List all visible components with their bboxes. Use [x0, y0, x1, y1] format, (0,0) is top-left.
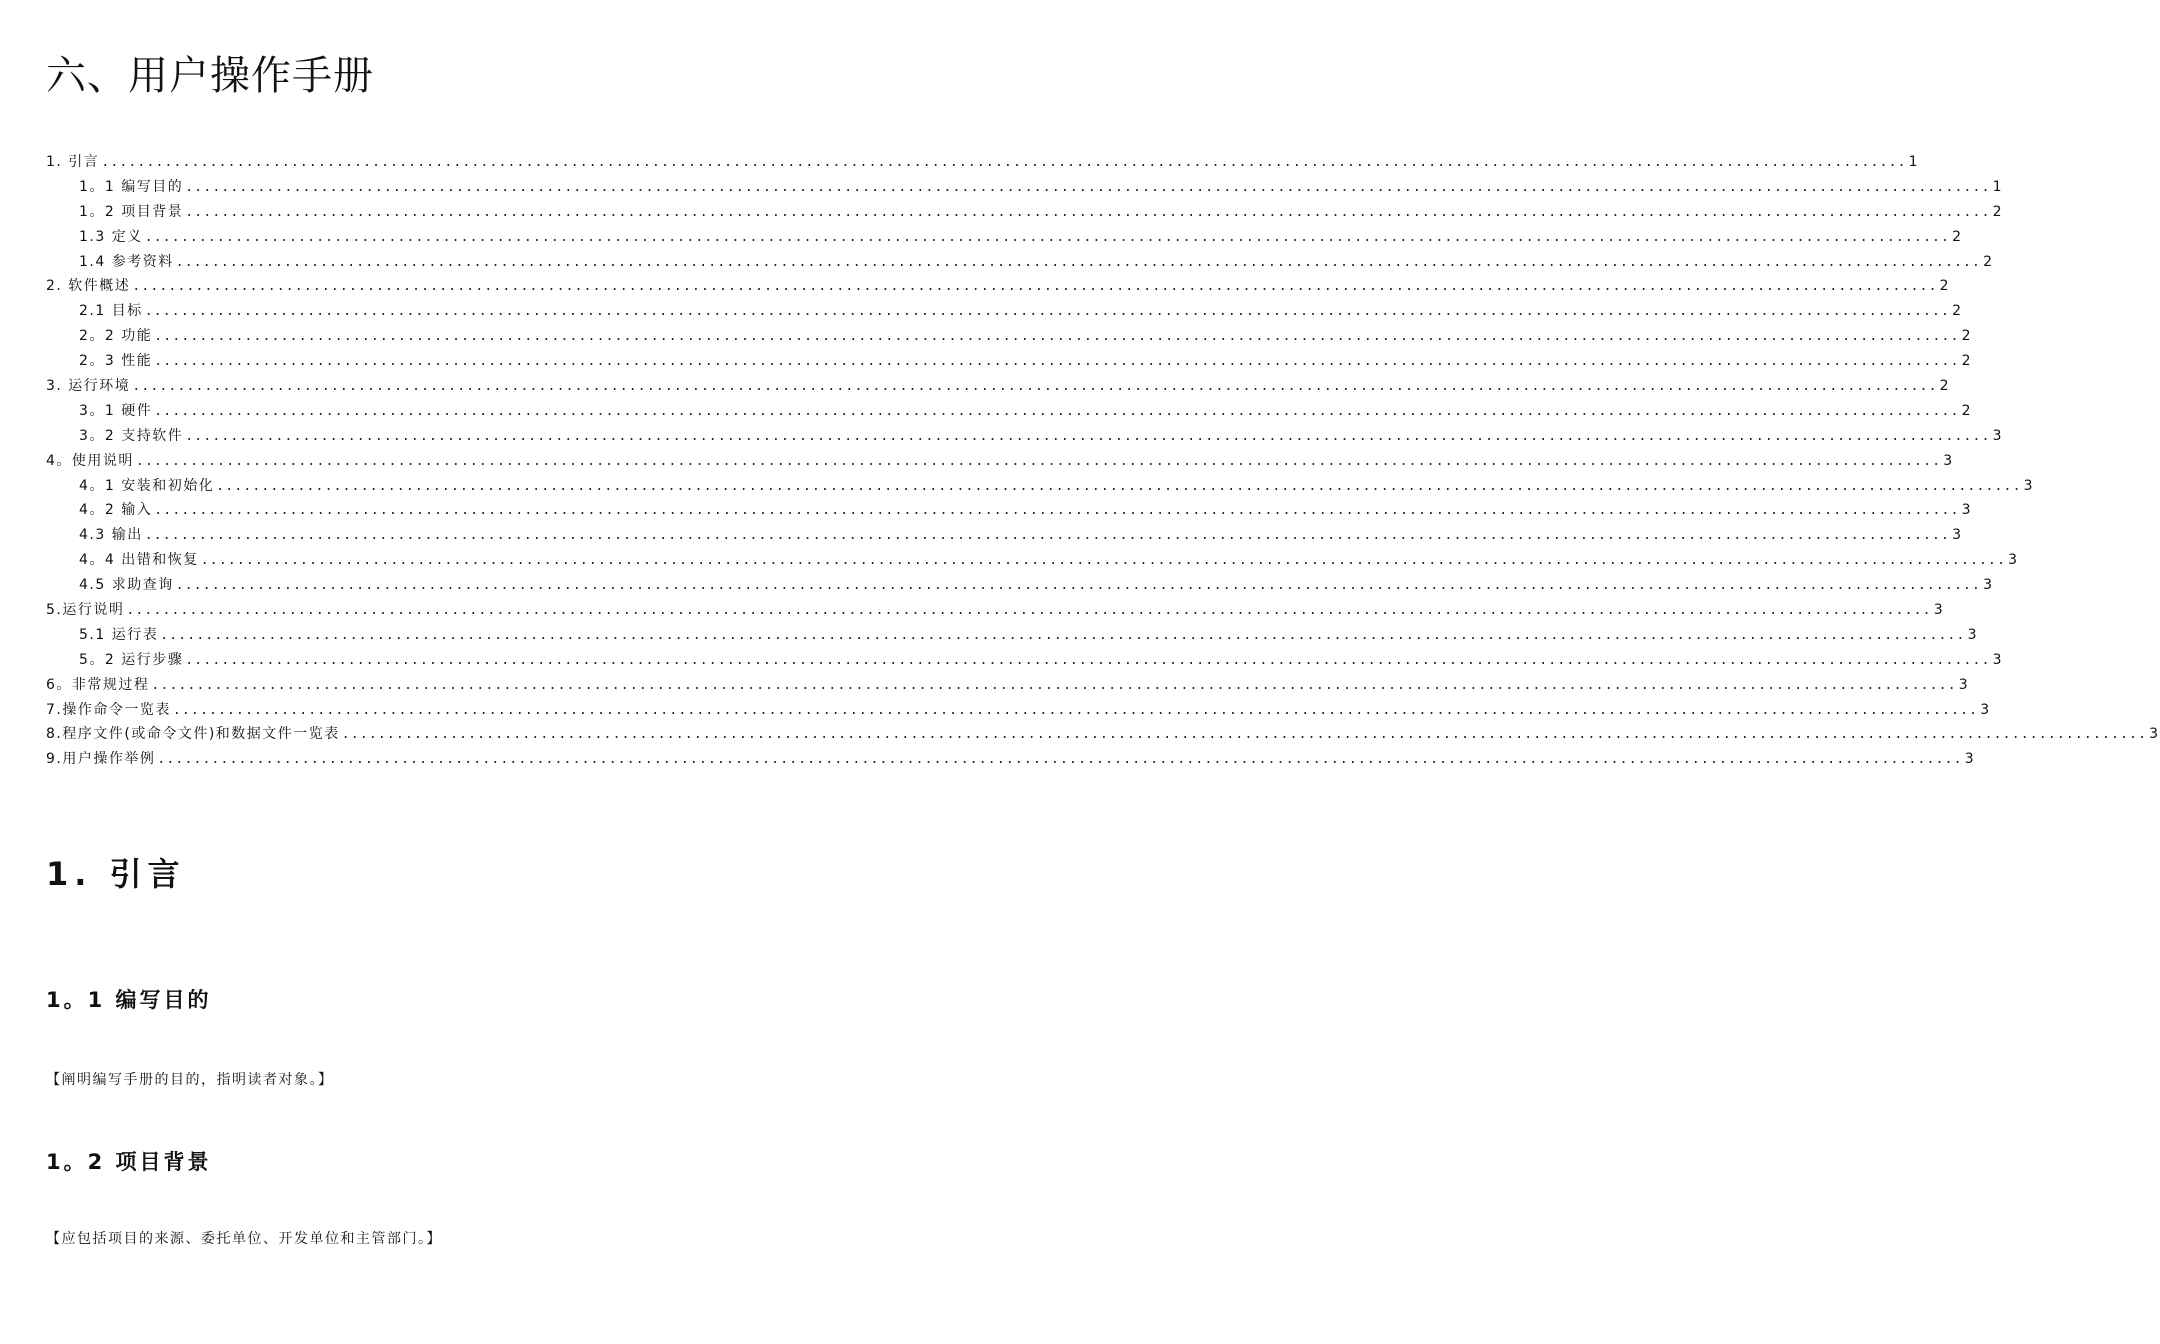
toc-entry-page-number: 3	[2008, 552, 2019, 569]
toc-entry[interactable]	[46, 747, 1976, 772]
toc-entry-page-number: 2	[1961, 328, 1973, 345]
toc-entry-label: 1. 引言	[46, 154, 100, 170]
toc-entry[interactable]	[46, 648, 2004, 673]
toc-entry[interactable]	[46, 324, 1973, 349]
toc-entry-label: 5.1 运行表	[79, 626, 159, 643]
toc-entry-label: 5.运行说明	[46, 602, 125, 619]
toc-dot-leader: ........................................................................................................................................................................................................	[175, 254, 1982, 270]
toc-entry-label: 4。4 出错和恢复	[79, 552, 199, 569]
toc-dot-leader: ........................................................................................................................................................................................................	[144, 528, 1951, 544]
toc-entry-label: 9.用户操作举例	[46, 751, 156, 768]
toc-dot-leader: ........................................................................................................................................................................................................	[160, 627, 1966, 643]
toc-entry-label: 8.程序文件(或命令文件)和数据文件一览表	[46, 726, 340, 743]
toc-entry[interactable]	[46, 523, 1963, 548]
toc-entry-label: 4。1 安装和初始化	[79, 477, 215, 494]
toc-entry[interactable]	[46, 673, 1970, 698]
page-title: 六、用户操作手册	[46, 53, 374, 99]
toc-dot-leader: ........................................................................................................................................................................................................	[154, 403, 1960, 419]
toc-dot-leader: ........................................................................................................................................................................................................	[172, 702, 1979, 718]
toc-entry-page-number: 3	[1967, 626, 1978, 643]
toc-entry[interactable]	[46, 449, 1954, 474]
toc-entry[interactable]	[46, 175, 2004, 200]
toc-entry[interactable]	[46, 225, 1963, 250]
toc-dot-leader: ........................................................................................................................................................................................................	[144, 229, 1951, 245]
toc-entry-label: 4.5 求助查询	[79, 577, 174, 594]
toc-entry-page-number: 3	[1964, 751, 1976, 768]
toc-entry-label: 4.3 输出	[79, 527, 143, 544]
toc-entry-label: 7.操作命令一览表	[46, 701, 171, 718]
toc-dot-leader: ........................................................................................................................................................................................................	[185, 428, 1991, 444]
toc-entry-label: 3. 运行环境	[46, 378, 131, 395]
toc-entry[interactable]	[46, 424, 2004, 449]
toc-entry[interactable]	[46, 623, 1978, 648]
toc-dot-leader: ........................................................................................................................................................................................................	[185, 204, 1991, 220]
toc-entry[interactable]	[46, 598, 1945, 623]
toc-dot-leader: ........................................................................................................................................................................................................	[154, 329, 1960, 345]
toc-dot-leader: ........................................................................................................................................................................................................	[132, 279, 1938, 295]
toc-entry-page-number: 2	[1939, 278, 1951, 295]
toc-entry-label: 4。2 输入	[79, 502, 153, 519]
toc-entry[interactable]	[46, 474, 2035, 499]
toc-entry-page-number: 3	[2023, 477, 2035, 494]
toc-entry-page-number: 3	[2149, 726, 2160, 743]
subsection-heading-background: 1。2 项目背景	[46, 1150, 212, 1174]
toc-entry[interactable]	[46, 374, 1951, 399]
toc-entry[interactable]	[46, 399, 1973, 424]
toc-entry-label: 3。2 支持软件	[79, 427, 184, 444]
toc-entry-label: 1。1 编写目的	[79, 178, 184, 195]
toc-entry-page-number: 3	[1983, 577, 1994, 594]
toc-entry-page-number: 1	[1992, 178, 2004, 195]
toc-entry-page-number: 3	[1933, 602, 1945, 619]
toc-entry-page-number: 3	[1943, 452, 1954, 469]
toc-entry[interactable]	[46, 299, 1963, 324]
toc-entry-label: 1.4 参考资料	[79, 253, 174, 270]
toc-entry-page-number: 2	[1983, 253, 1994, 270]
toc-entry[interactable]	[46, 150, 1920, 175]
toc-entry-label: 6。非常规过程	[46, 676, 150, 693]
toc-dot-leader: ........................................................................................................................................................................................................	[151, 677, 1957, 693]
toc-entry-page-number: 2	[1952, 228, 1963, 245]
toc-dot-leader: ........................................................................................................................................................................................................	[132, 379, 1938, 395]
toc-entry-page-number: 3	[1980, 701, 1991, 718]
toc-entry-page-number: 2	[1992, 203, 2004, 220]
toc-entry-page-number: 2	[1952, 303, 1963, 320]
toc-dot-leader: ........................................................................................................................................................................................................	[135, 453, 1942, 469]
toc-entry-page-number: 1	[1908, 154, 1920, 170]
toc-entry-page-number: 2	[1961, 402, 1973, 419]
table-of-contents	[46, 150, 2160, 772]
purpose-paragraph: 【阐明编写手册的目的，指明读者对象。】	[46, 1072, 334, 1088]
toc-dot-leader: ........................................................................................................................................................................................................	[101, 155, 1907, 170]
toc-entry-page-number: 3	[1992, 427, 2004, 444]
toc-entry-label: 5。2 运行步骤	[79, 651, 184, 668]
toc-entry[interactable]	[46, 722, 2160, 747]
toc-entry[interactable]	[46, 548, 2019, 573]
toc-entry[interactable]	[46, 698, 1991, 723]
toc-dot-leader: ........................................................................................................................................................................................................	[154, 354, 1960, 370]
toc-dot-leader: ........................................................................................................................................................................................................	[126, 603, 1932, 619]
background-paragraph: 【应包括项目的来源、委托单位、开发单位和主管部门。】	[46, 1231, 442, 1247]
toc-entry[interactable]	[46, 274, 1951, 299]
toc-dot-leader: ........................................................................................................................................................................................................	[175, 578, 1982, 594]
toc-entry[interactable]	[46, 200, 2004, 225]
toc-dot-leader: ........................................................................................................................................................................................................	[185, 179, 1991, 195]
toc-entry-label: 2.1 目标	[79, 303, 143, 320]
section-heading-introduction: 1. 引言	[46, 855, 186, 893]
toc-entry-label: 1。2 项目背景	[79, 203, 184, 220]
toc-entry-page-number: 3	[1952, 527, 1963, 544]
toc-entry-page-number: 3	[1958, 676, 1970, 693]
toc-entry[interactable]	[46, 498, 1973, 523]
toc-dot-leader: ........................................................................................................................................................................................................	[216, 478, 2022, 494]
toc-entry-page-number: 3	[1961, 502, 1973, 519]
toc-entry-page-number: 2	[1961, 353, 1973, 370]
toc-dot-leader: ........................................................................................................................................................................................................	[200, 553, 2007, 569]
toc-entry-page-number: 3	[1992, 651, 2004, 668]
toc-dot-leader: ........................................................................................................................................................................................................	[157, 752, 1963, 768]
toc-entry[interactable]	[46, 349, 1973, 374]
subsection-heading-purpose: 1。1 编写目的	[46, 988, 212, 1012]
toc-entry-label: 4。使用说明	[46, 452, 134, 469]
toc-entry-label: 2。2 功能	[79, 328, 153, 345]
toc-entry-label: 2. 软件概述	[46, 278, 131, 295]
toc-entry-page-number: 2	[1939, 378, 1951, 395]
toc-entry-label: 2。3 性能	[79, 353, 153, 370]
toc-entry-label: 3。1 硬件	[79, 402, 153, 419]
toc-entry[interactable]	[46, 573, 1994, 598]
toc-dot-leader: ........................................................................................................................................................................................................	[185, 652, 1991, 668]
toc-dot-leader: ........................................................................................................................................................................................................	[341, 727, 2148, 743]
toc-dot-leader: ........................................................................................................................................................................................................	[144, 304, 1951, 320]
toc-dot-leader: ........................................................................................................................................................................................................	[154, 503, 1960, 519]
toc-entry-label: 1.3 定义	[79, 228, 143, 245]
toc-entry[interactable]	[46, 250, 1994, 275]
